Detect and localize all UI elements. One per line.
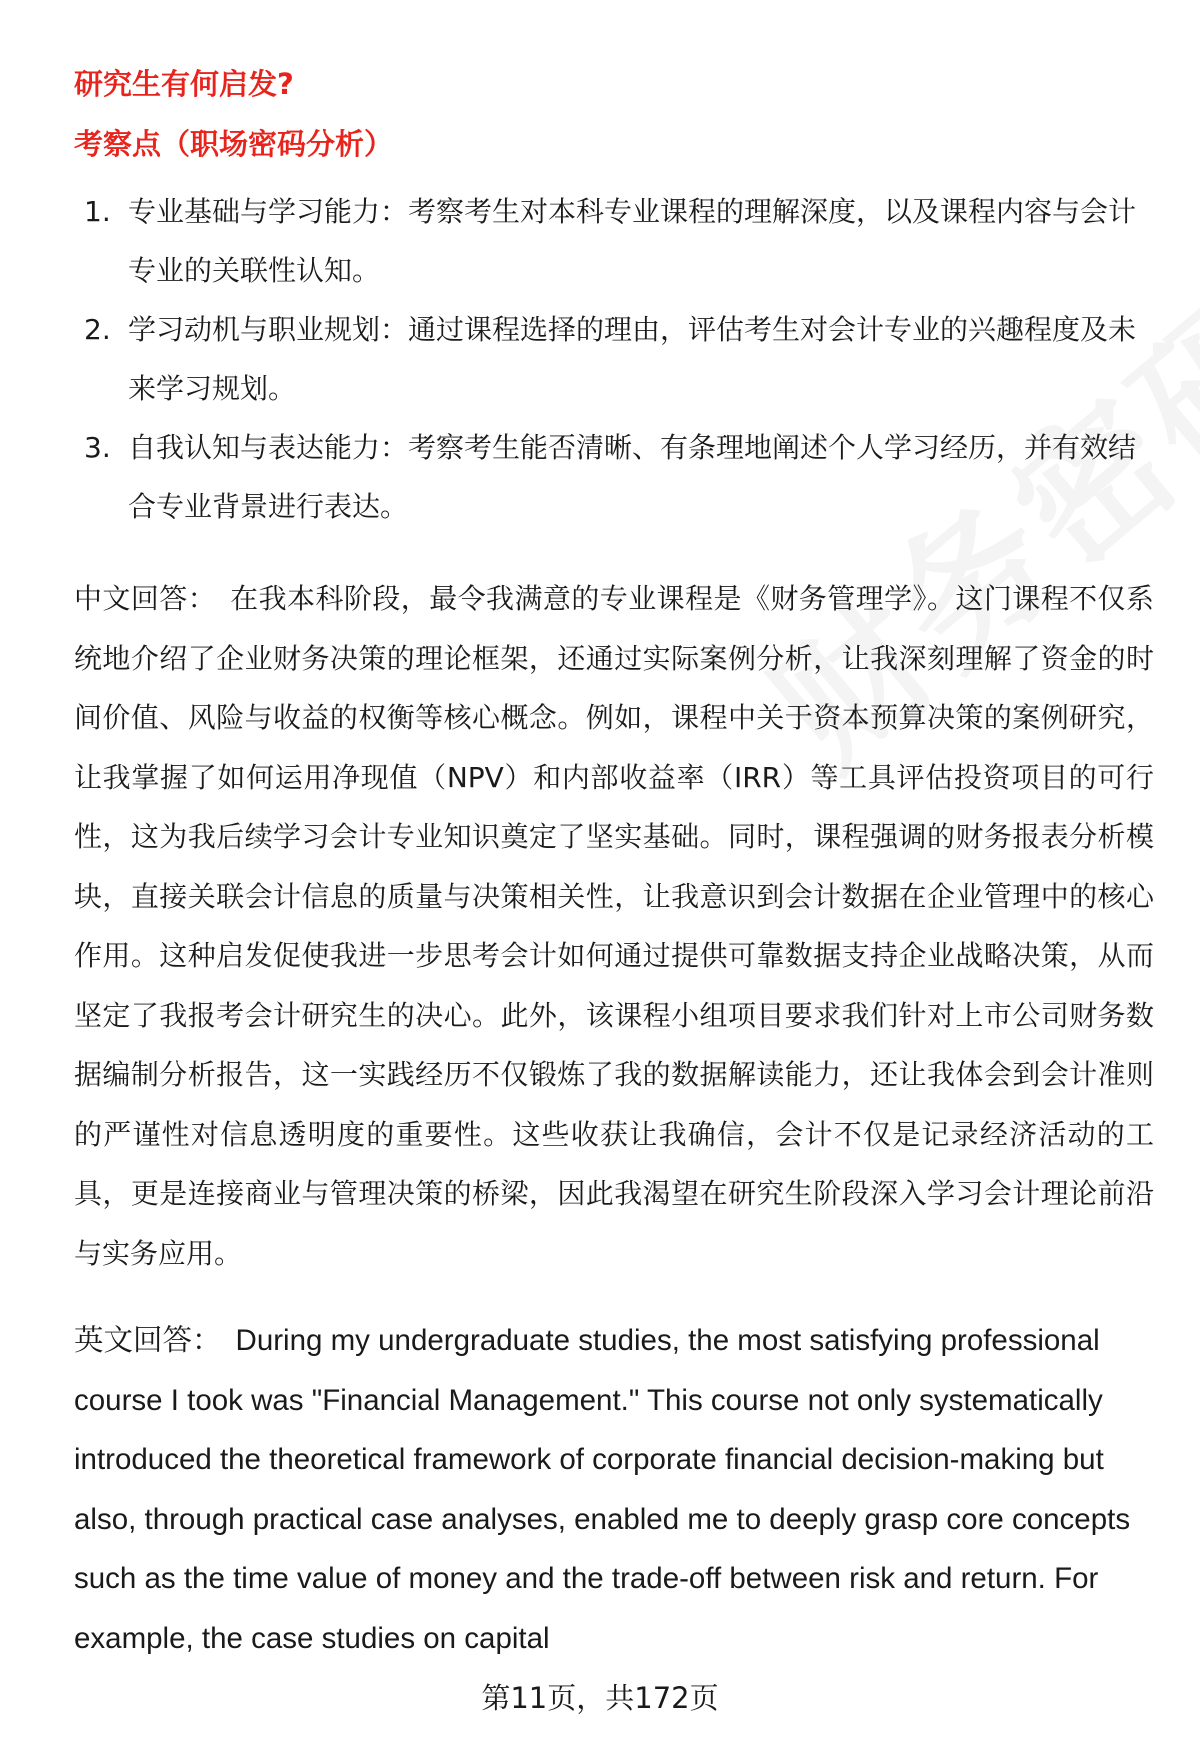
list-item-number: 3.	[84, 431, 111, 464]
chinese-answer-label: 中文回答：	[74, 582, 217, 615]
assessment-points-heading: 考察点（职场密码分析）	[74, 127, 394, 161]
assessment-points-list	[74, 182, 1154, 536]
question-heading: 研究生有何启发?	[74, 67, 294, 101]
english-answer-text: During my undergraduate studies, the most satisfying professional course I took was "Financial Management." This course not only systematically introduced the theoretical framework of corporate financial decision-making but also, through practical case analyses, enabled me to deeply grasp core concepts such as the time value of money and the trade-off between risk and return. For example, the case studies on capital	[74, 1324, 1131, 1655]
list-item	[74, 182, 1154, 300]
list-item-number: 1.	[84, 195, 111, 228]
list-item	[74, 300, 1154, 418]
english-answer-paragraph	[74, 1311, 1154, 1668]
list-item-text: 学习动机与职业规划：通过课程选择的理由，评估考生对会计专业的兴趣程度及未来学习规划。	[128, 313, 1137, 405]
chinese-answer-paragraph	[74, 569, 1154, 1283]
page-number-footer: 第11页，共172页	[481, 1681, 719, 1715]
list-item-text: 专业基础与学习能力：考察考生对本科专业课程的理解深度，以及课程内容与会计专业的关联性认知。	[128, 195, 1137, 287]
page-content	[74, 56, 1154, 1668]
english-answer-label: 英文回答：	[74, 1324, 222, 1357]
list-item	[74, 418, 1154, 536]
list-item-text: 自我认知与表达能力：考察考生能否清晰、有条理地阐述个人学习经历，并有效结合专业背景进行表达。	[128, 431, 1137, 523]
chinese-answer-text: 在我本科阶段，最令我满意的专业课程是《财务管理学》。这门课程不仅系统地介绍了企业财务决策的理论框架，还通过实际案例分析，让我深刻理解了资金的时间价值、风险与收益的权衡等核心概念。例如，课程中关于资本预算决策的案例研究，让我掌握了如何运用净现值（NPV）和内部收益率（IRR）等工具评估投资项目的可行性，这为我后续学习会计专业知识奠定了坚实基础。同时，课程强调的财务报表分析模块，直接关联会计信息的质量与决策相关性，让我意识到会计数据在企业管理中的核心作用。这种启发促使我进一步思考会计如何通过提供可靠数据支持企业战略决策，从而坚定了我报考会计研究生的决心。此外，该课程小组项目要求我们针对上市公司财务数据编制分析报告，这一实践经历不仅锻炼了我的数据解读能力，还让我体会到会计准则的严谨性对信息透明度的重要性。这些收获让我确信，会计不仅是记录经济活动的工具，更是连接商业与管理决策的桥梁，因此我渴望在研究生阶段深入学习会计理论前沿与实务应用。	[74, 582, 1154, 1270]
list-item-number: 2.	[84, 313, 111, 346]
